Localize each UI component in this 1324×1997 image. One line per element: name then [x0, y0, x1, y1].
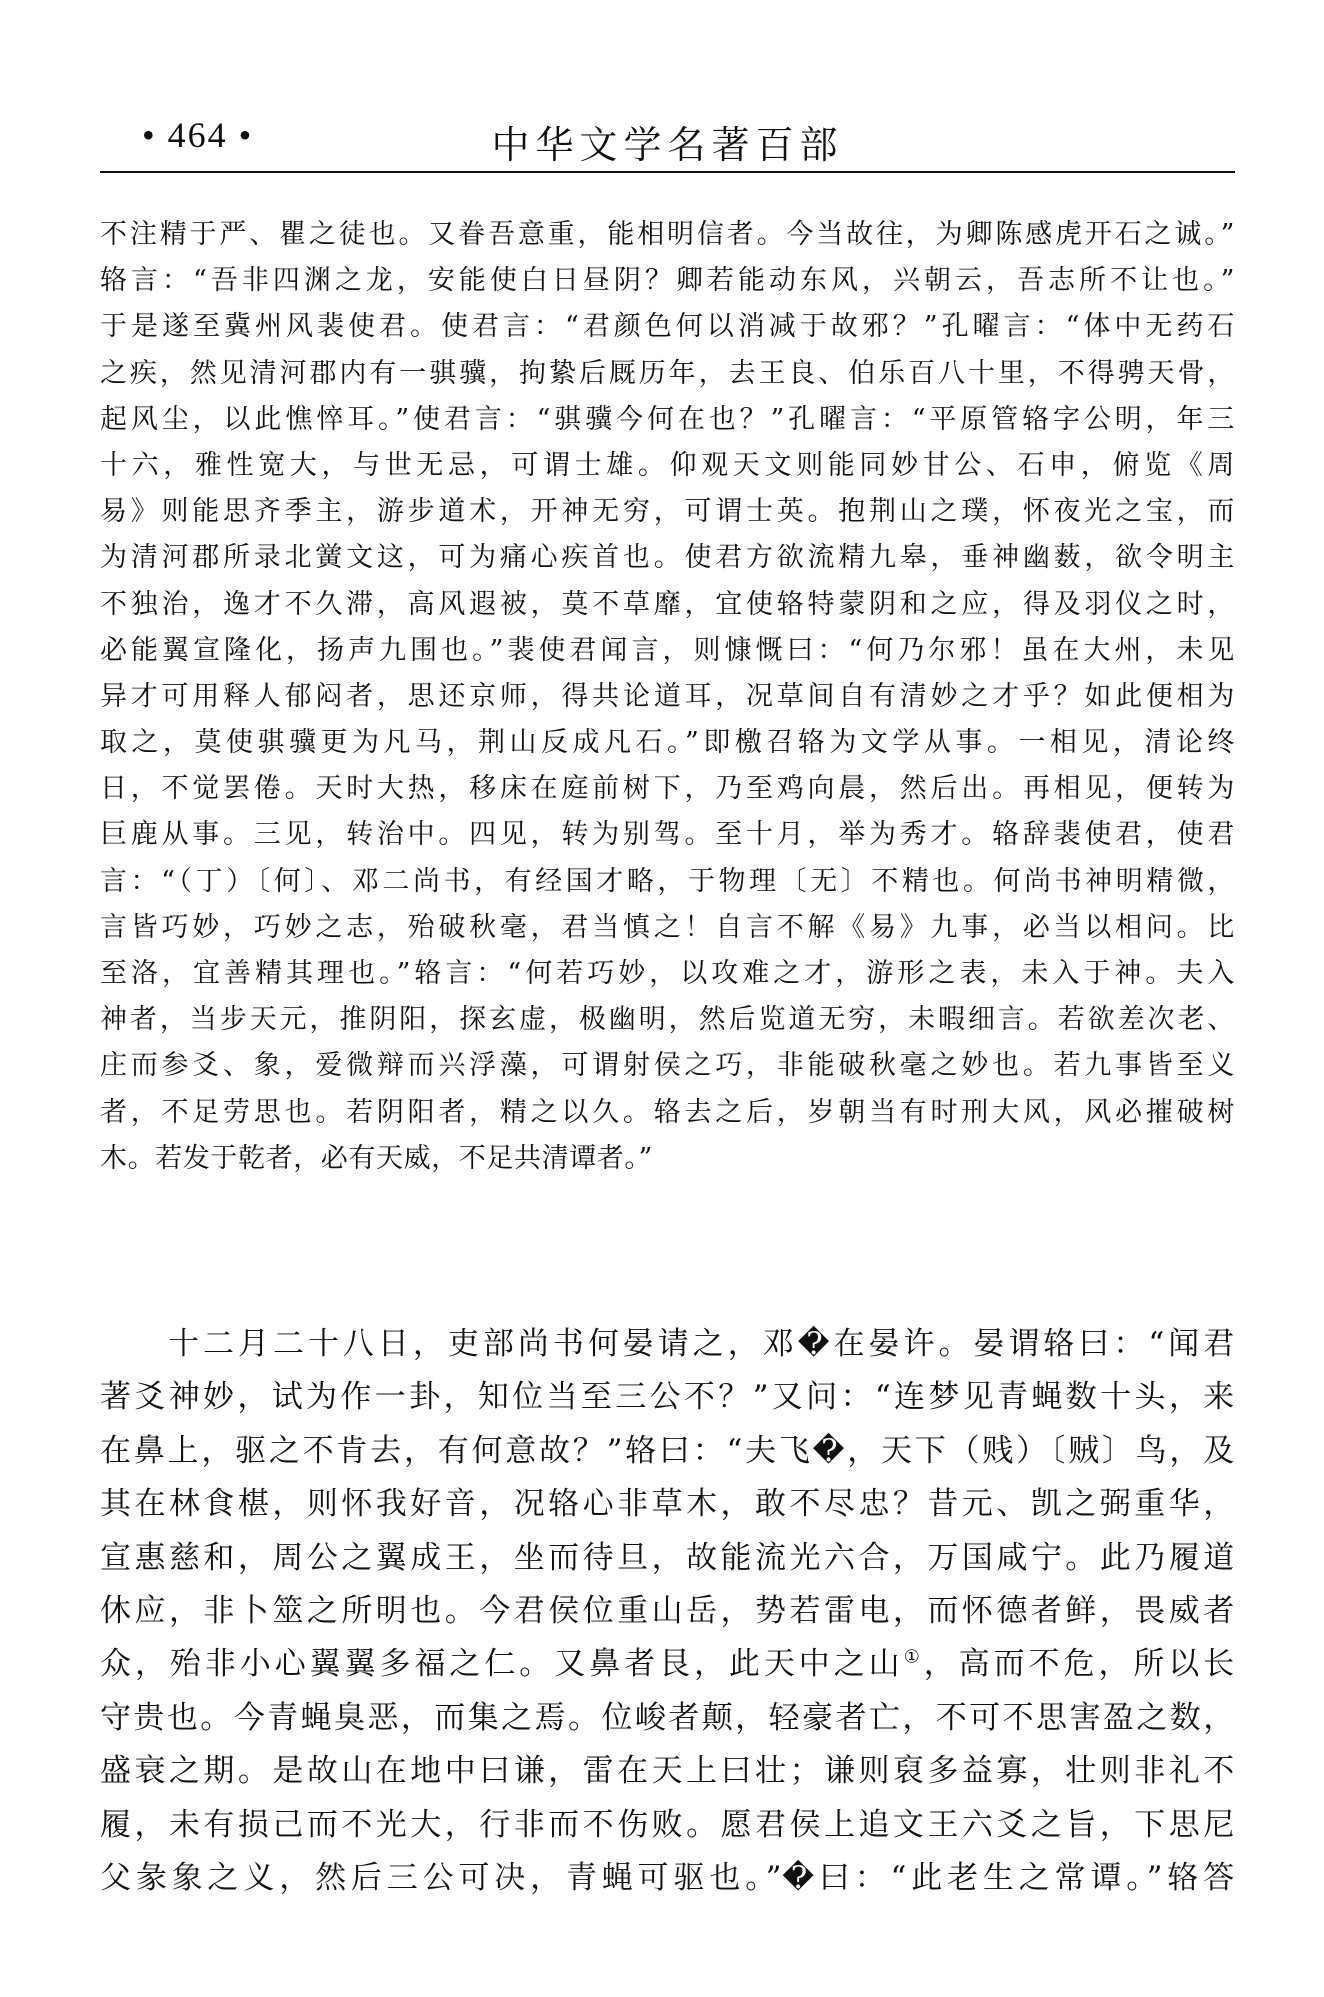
text-line: 履，未有损己而不光大，行非而不伤败。愿君侯上追文王六爻之旨，下思尼	[100, 1806, 1235, 1843]
book-title: 中华文学名著百部	[491, 123, 844, 167]
text-line: 异才可用释人郁闷者，思还京师，得共论道耳，况草间自有清妙之才乎？如此便相为	[100, 680, 1235, 712]
text-line: 不独治，逸才不久滞，高风遐被，莫不草靡，宜使辂特蒙阴和之应，得及羽仪之时，	[100, 588, 1235, 620]
text-line: 守贵也。今青蝇臭恶，而集之焉。位峻者颠，轻豪者亡，不可不思害盈之数，	[100, 1699, 1235, 1736]
text-line: 神者，当步天元，推阴阳，探玄虚，极幽明，然后览道无穷，未暇细言。若欲差次老、	[100, 1004, 1235, 1036]
text-line: 木。若发于乾者，必有天威，不足共清谭者。”	[100, 1142, 653, 1174]
text-line: 在鼻上，驱之不肯去，有何意故？”辂曰：“夫飞�，天下（贱）〔贼〕鸟，及	[100, 1432, 1235, 1469]
text-line: 著爻神妙，试为作一卦，知位当至三公不？”又问：“连梦见青蝇数十头，来	[100, 1379, 1235, 1416]
text-line: 言：“（丁）〔何〕、邓二尚书，有经国才略，于物理〔无〕不精也。何尚书神明精微，	[100, 865, 1235, 897]
text-line: 易》则能思齐季主，游步道术，开神无穷，可谓士英。抱荆山之璞，怀夜光之宝，而	[100, 496, 1235, 528]
text-line: 辂言：“吾非四渊之龙，安能使白日昼阴？卿若能动东风，兴朝云，吾志所不让也。”	[100, 265, 1235, 297]
page-number: • 464 •	[142, 115, 254, 155]
text-line-with-footnote	[100, 1638, 1235, 1691]
text-line: 言皆巧妙，巧妙之志，殆破秋毫，君当慎之！自言不解《易》九事，必当以相问。比	[100, 911, 1235, 943]
text-line: 巨鹿从事。三见，转治中。四见，转为别驾。至十月，举为秀才。辂辞裴使君，使君	[100, 819, 1235, 851]
text-line: 十六，雅性宽大，与世无忌，可谓士雄。仰观天文则能同妙甘公、石申，俯览《周	[100, 449, 1235, 481]
quoted-passage	[100, 212, 1235, 1182]
text-line: 父彖象之义，然后三公可决，青蝇可驱也。”�曰：“此老生之常谭。”辂答	[100, 1859, 1235, 1896]
text-line: 庄而参爻、象，爱微辩而兴浮藻，可谓射侯之巧，非能破秋毫之妙也。若九事皆至义	[100, 1050, 1235, 1082]
text-segment: ，高而不危，所以长	[923, 1646, 1235, 1683]
text-line: 其在林食椹，则怀我好音，况辂心非草木，敢不尽忠？昔元、凯之弼重华，	[100, 1486, 1235, 1523]
page-header	[100, 100, 1235, 170]
text-line: 于是遂至冀州风裴使君。使君言：“君颜色何以消减于故邪？”孔曜言：“体中无药石	[100, 311, 1235, 343]
header-rule	[100, 171, 1235, 173]
text-line: 十二月二十八日，吏部尚书何晏请之，邓�在晏许。晏谓辂曰：“闻君	[168, 1326, 1235, 1362]
text-line: 者，不足劳思也。若阴阳者，精之以久。辂去之后，岁朝当有时刑大风，风必摧破树	[100, 1096, 1235, 1128]
footnote-marker[interactable]: ①	[903, 1647, 924, 1669]
text-line: 取之，莫使骐骥更为凡马，荆山反成凡石。”即檄召辂为文学从事。一相见，清论终	[100, 727, 1235, 759]
text-line: 不注精于严、瞿之徒也。又眷吾意重，能相明信者。今当故往，为卿陈感虎开石之诚。”	[100, 219, 1235, 250]
text-line: 休应，非卜筮之所明也。今君侯位重山岳，势若雷电，而怀德者鲜，畏威者	[100, 1592, 1235, 1629]
text-segment: 众，殆非小心翼翼多福之仁。又鼻者艮，此天中之山	[100, 1646, 904, 1683]
text-line: 为清河郡所录北黉文这，可为痛心疾首也。使君方欲流精九皋，垂神幽薮，欲令明主	[100, 542, 1235, 574]
text-line: 之疾，然见清河郡内有一骐骥，拘絷后厩历年，去王良、伯乐百八十里，不得骋天骨，	[100, 357, 1235, 389]
main-paragraph	[100, 1318, 1235, 1905]
text-line: 宣惠慈和，周公之翼成王，坐而待旦，故能流光六合，万国咸宁。此乃履道	[100, 1539, 1235, 1576]
text-line: 盛衰之期。是故山在地中曰谦，雷在天上曰壮；谦则裒多益寡，壮则非礼不	[100, 1753, 1235, 1790]
text-line: 必能翼宣隆化，扬声九围也。”裴使君闻言，则慷慨曰：“何乃尔邪！虽在大州，未见	[100, 634, 1235, 666]
text-line: 日，不觉罢倦。天时大热，移床在庭前树下，乃至鸡向晨，然后出。再相见，便转为	[100, 773, 1235, 805]
text-line: 至洛，宜善精其理也。”辂言：“何若巧妙，以攻难之才，游形之表，未入于神。夫入	[100, 958, 1235, 989]
text-line: 起风尘，以此憔悴耳。”使君言：“骐骥今何在也？”孔曜言：“平原管辂字公明，年三	[100, 403, 1235, 435]
